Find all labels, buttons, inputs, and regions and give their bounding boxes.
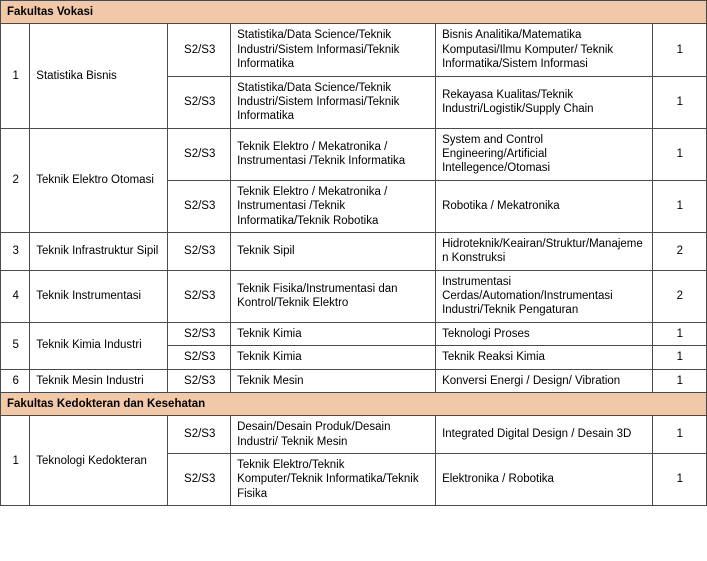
- program-name: Teknik Elektro Otomasi: [30, 128, 168, 232]
- table-row: [1, 128, 707, 180]
- specialization: Konversi Energi / Design/ Vibration: [436, 369, 653, 392]
- degree-level: S2/S3: [168, 270, 231, 322]
- program-name: Teknik Instrumentasi: [30, 270, 168, 322]
- row-number: 1: [1, 416, 30, 506]
- specialization: Rekayasa Kualitas/Teknik Industri/Logistik/Supply Chain: [436, 76, 653, 128]
- section-header-row: [1, 392, 707, 415]
- degree-level: S2/S3: [168, 416, 231, 454]
- field-of-study: Teknik Kimia: [231, 322, 436, 345]
- field-of-study: Desain/Desain Produk/Desain Industri/ Teknik Mesin: [231, 416, 436, 454]
- section-header-row: [1, 1, 707, 24]
- degree-level: S2/S3: [168, 369, 231, 392]
- quota: 2: [652, 232, 706, 270]
- program-name: Statistika Bisnis: [30, 24, 168, 128]
- quota: 1: [652, 76, 706, 128]
- field-of-study: Teknik Elektro/Teknik Komputer/Teknik Informatika/Teknik Fisika: [231, 454, 436, 506]
- row-number: 3: [1, 232, 30, 270]
- degree-level: S2/S3: [168, 180, 231, 232]
- field-of-study: Teknik Fisika/Instrumentasi dan Kontrol/Teknik Elektro: [231, 270, 436, 322]
- row-number: 2: [1, 128, 30, 232]
- field-of-study: Statistika/Data Science/Teknik Industri/Sistem Informasi/Teknik Informatika: [231, 24, 436, 76]
- quota: 2: [652, 270, 706, 322]
- specialization: Elektronika / Robotika: [436, 454, 653, 506]
- specialization: Teknik Reaksi Kimia: [436, 346, 653, 369]
- program-name: Teknologi Kedokteran: [30, 416, 168, 506]
- specialization: Hidroteknik/Keairan/Struktur/Manajemen Konstruksi: [436, 232, 653, 270]
- degree-level: S2/S3: [168, 322, 231, 345]
- specialization: Instrumentasi Cerdas/Automation/Instrumentasi Industri/Teknik Pengaturan: [436, 270, 653, 322]
- row-number: 5: [1, 322, 30, 369]
- degree-level: S2/S3: [168, 454, 231, 506]
- quota: 1: [652, 128, 706, 180]
- program-name: Teknik Infrastruktur Sipil: [30, 232, 168, 270]
- quota: 1: [652, 369, 706, 392]
- table-row: [1, 232, 707, 270]
- table-row: [1, 24, 707, 76]
- field-of-study: Statistika/Data Science/Teknik Industri/Sistem Informasi/Teknik Informatika: [231, 76, 436, 128]
- program-name: Teknik Mesin Industri: [30, 369, 168, 392]
- specialization: Robotika / Mekatronika: [436, 180, 653, 232]
- specialization: System and Control Engineering/Artificial Intellegence/Otomasi: [436, 128, 653, 180]
- field-of-study: Teknik Mesin: [231, 369, 436, 392]
- field-of-study: Teknik Elektro / Mekatronika / Instrumentasi /Teknik Informatika/Teknik Robotika: [231, 180, 436, 232]
- field-of-study: Teknik Sipil: [231, 232, 436, 270]
- field-of-study: Teknik Kimia: [231, 346, 436, 369]
- program-name: Teknik Kimia Industri: [30, 322, 168, 369]
- quota: 1: [652, 346, 706, 369]
- degree-level: S2/S3: [168, 76, 231, 128]
- specialization: Bisnis Analitika/Matematika Komputasi/Ilmu Komputer/ Teknik Informatika/Sistem Informasi: [436, 24, 653, 76]
- row-number: 4: [1, 270, 30, 322]
- table-row: [1, 270, 707, 322]
- section-title-vokasi: Fakultas Vokasi: [1, 1, 707, 24]
- quota: 1: [652, 454, 706, 506]
- specialization: Teknologi Proses: [436, 322, 653, 345]
- table-body: [1, 1, 707, 506]
- degree-level: S2/S3: [168, 24, 231, 76]
- table-row: [1, 322, 707, 345]
- row-number: 6: [1, 369, 30, 392]
- quota: 1: [652, 24, 706, 76]
- degree-level: S2/S3: [168, 232, 231, 270]
- degree-level: S2/S3: [168, 346, 231, 369]
- section-title-kedokteran: Fakultas Kedokteran dan Kesehatan: [1, 392, 707, 415]
- quota: 1: [652, 322, 706, 345]
- field-of-study: Teknik Elektro / Mekatronika / Instrumentasi /Teknik Informatika: [231, 128, 436, 180]
- table-row: [1, 416, 707, 454]
- table-row: [1, 369, 707, 392]
- quota: 1: [652, 180, 706, 232]
- specialization: Integrated Digital Design / Desain 3D: [436, 416, 653, 454]
- quota: 1: [652, 416, 706, 454]
- row-number: 1: [1, 24, 30, 128]
- degree-level: S2/S3: [168, 128, 231, 180]
